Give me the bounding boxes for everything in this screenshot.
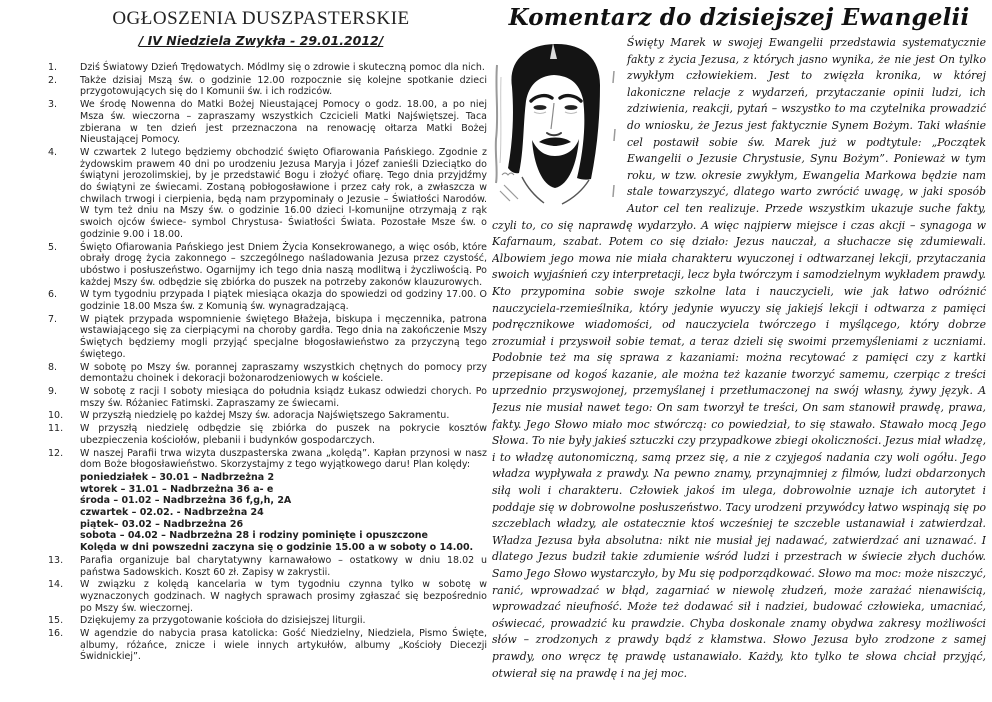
- item-text: W przyszłą niedzielę odbędzie się zbiórka do puszek na pokrycie kosztów ubezpieczenia kościołów, plebanii i budynków gospodarczych.: [80, 423, 487, 446]
- item-text: W związku z kolędą kancelaria w tym tygodniu czynna tylko w sobotę w wyznaczonych godzinach. W nagłych sprawach prosimy zgłaszać się bezpośrednio po Mszy św. wieczornej.: [80, 579, 487, 614]
- schedule-line: Kolęda w dni powszedni zaczyna się o godzinie 15.00 a w soboty o 14.00.: [80, 542, 474, 554]
- item-text: W naszej Parafii trwa wizyta duszpasterska zwana „kolędą”. Kapłan przynosi w nasz dom Boże błogosławieństwo. Skorzystajmy z tego wyjątkowego daru! Plan kolędy:: [80, 447, 487, 471]
- list-item: [35, 555, 487, 578]
- item-text: Dziękujemy za przygotowanie kościoła do dzisiejszej liturgii.: [80, 615, 366, 627]
- schedule-line: sobota – 04.02 – Nadbrzeżna 28 i rodziny pominięte i opuszczone: [80, 530, 428, 542]
- list-item: [35, 423, 487, 446]
- item-number: 8.: [48, 361, 58, 373]
- item-text: W agendzie do nabycia prasa katolicka: Gość Niedzielny, Niedziela, Pismo Święte, albumy, różańce, znicze i wiele innych artykułów, albumy „Kościoły Diecezji Świdnickiej”.: [80, 628, 487, 663]
- list-item: [35, 147, 487, 241]
- schedule-line: piątek– 03.02 – Nadbrzeżna 26: [80, 518, 244, 530]
- item-text: W czwartek 2 lutego będziemy obchodzić święto Ofiarowania Pańskiego. Zgodnie z żydowskim prawem 40 dni po urodzeniu Jezusa Maryja i Józef zanieśli Dzieciątko do świątyni jerozolimskiej, by je przedstawić Bogu i złożyć ofiarę. Tego dnia przyjdźmy do świątyni ze świecami. Zostaną pobłogosławione i przez cały rok, a zwłaszcza w chwilach trwogi i cierpienia, będą nam przypominały o Jezusie – Światłości Narodów. W tym też dniu na Mszy św. o godzinie 16.00 dzieci I-komunijne otrzymają z rąk swoich ojców świece- symbol Chrystusa- Światłości Świata. Pozostałe Msze św. o godzinie 9.00 i 18.00.: [80, 146, 487, 240]
- item-text: Parafia organizuje bal charytatywny karnawałowo – ostatkowy w dniu 18.02 u państwa Sadowskich. Koszt 60 zł. Zapisy w zakrystii.: [80, 554, 487, 578]
- item-number: 4.: [48, 146, 58, 158]
- list-item: [35, 62, 487, 74]
- schedule-line: czwartek – 02.02. - Nadbrzeżna 24: [80, 507, 264, 519]
- item-number: 10.: [48, 410, 64, 422]
- item-text: W piątek przypada wspomnienie świętego Błażeja, biskupa i męczennika, patrona wstawiającego się za cierpiącymi na choroby gardła. Tego dnia na zakończenie Mszy Świętych będziemy mogli przyjąć specjalne błogosławieństwo za przyczyną tego świętego.: [80, 313, 487, 360]
- item-number: 15.: [48, 615, 64, 627]
- announcements-date: / IV Niedziela Zwykła - 29.01.2012/: [138, 33, 384, 48]
- list-item: [35, 75, 487, 98]
- announcements-title: OGŁOSZENIA DUSZPASTERSKIE: [112, 8, 410, 29]
- koleda-schedule: [80, 472, 487, 554]
- list-item: [35, 615, 487, 627]
- item-text: W sobotę z racji I soboty miesiąca do południa ksiądz Łukasz odwiedzi chorych. Po mszy św. Różaniec Fatimski. Zapraszamy ze świecami.: [80, 385, 487, 409]
- list-item: [35, 362, 487, 385]
- commentary-text: Święty Marek w swojej Ewangelii przedstawia systematycznie fakty z życia Jezusa, z których jasno wynika, że nie jest On tylko zwykłym człowiekiem. Jest to zwięzła kronika, w której lakoniczne relacje z wydarzeń, przytaczanie opinii ludzi, ich zdziwienia, reakcji, pytań – wszystko to ma czytelnika prowadzić do wniosku, że Jezus jest faktycznie Synem Bożym. Taki właśnie cel postawił sobie św. Marek już w podtytule: „Początek Ewangelii o Jezusie Chrystusie, Synu Bożym”. Ponieważ w tym roku, w tzw. okresie zwykłym, Ewangelia Markowa będzie nam stale towarzyszyć, dlatego warto zwrócić uwagę, w jaki sposób Autor cel ten realizuje. Przede wszystkim ukazuje suche fakty, czyli to, co się naprawdę wydarzyło. A więc najpierw miejsce i czas akcji – synagoga w Kafarnaum, szabat. Potem co się działo: Jezus nauczał, a słuchacze się zdumiewali. Albowiem jego mowa nie miała charakteru wyuczonej i odtwarzanej lekcji, przytaczania swoich wyjaśnień czy interpretacji, lecz była twórczym i samodzielnym wykładem prawdy. Kto przypomina sobie swoje szkolne lata i nauczycieli, wie jak łatwo odróżnić nauczyciela-rzemieślnika, który jedynie wyuczy się jakiejś lekcji i odtwarza z pamięci podręcznikowe wiadomości, od nauczyciela twórczego i myślącego, który dobrze zrozumiał i przyswoił sobie temat, a teraz dzieli się swoimi przemyśleniami z uczniami. Podobnie też ma się sprawa z kazaniami: można recytować z pamięci czy z kartki przepisane od kogoś kazanie, ale można też kazanie tworzyć samemu, czerpiąc z treści uprzednio przyswojonej, przemyślanej i przetłumaczonej na swój własny, żywy język. A Jezus nie musiał nawet tego: On sam tworzył te treści, On sam stanowił prawdę, prawa, fakty. Jego Słowo miało moc stwórczą: co powiedział, to się stawało. Stawało mocą Jego Słowa. To nie były jakieś sztuczki czy przypadkowe zbiegi okoliczności. Jezus miał władzę, i to władzę autonomiczną, samą przez się, a nie z czyjegoś nadania czy woli ogółu. Jego władza wypływała z prawdy. Na pewno znamy, przynajmniej z filmów, ludzi obdarzonych siłą woli i charakteru. Człowiek jakoś im ulega, dobrowolnie uznaje ich autorytet i poddaje się w dobrowolne posłuszeństwo. Tacy urodzeni przywódcy łatwo wspinają się po szczeblach władzy, ale ostatecznie ktoś wcześniej te szczeble ustanawiał i zatwierdzał. Władza Jezusa była absolutna: nikt nie musiał jej nadawać, zatwierdzać ani uznawać. I dlatego Jezus budził takie zdumienie wśród ludzi i przestrach w świecie złych duchów. Samo Jego Słowo wystarczyło, by Mu się podporządkować. Słowo ma moc: może niszczyć, ranić, wprowadzać w błąd, zagarniać w niewolę złudzeń, może zarażać nienawiścią, wprowadzać nieufność. Może też dodawać sił i nadziei, budować człowieka, umacniać, oświecać, prowadzić ku prawdzie. Chyba doskonale znamy obydwa zakresy możliwości słów – zrodzonych z prawdy bądź z kłamstwa. Słowo Jezusa było zrodzone z samej prawdy, ono wręcz tę prawdę ustanawiało. Każdy, kto tylko te słowa chciał przyjąć, otwierał się na prawdę i na jej moc.: [492, 36, 986, 680]
- item-number: 12.: [48, 447, 64, 459]
- announcements-subtitle: [35, 33, 487, 48]
- item-number: 1.: [48, 62, 58, 73]
- item-number: 2.: [48, 74, 58, 86]
- item-number: 5.: [48, 241, 58, 253]
- announcements-column: [35, 8, 487, 664]
- item-number: 16.: [48, 628, 64, 640]
- item-number: 6.: [48, 289, 58, 301]
- commentary-column: [492, 4, 986, 700]
- item-number: 11.: [48, 423, 64, 435]
- commentary-title: Komentarz do dzisiejszej Ewangelii: [508, 4, 970, 31]
- schedule-line: środa – 01.02 – Nadbrzeżna 36 f,g,h, 2A: [80, 495, 292, 507]
- list-item: [35, 579, 487, 614]
- schedule-line: wtorek – 31.01 – Nadbrzeżna 36 a- e: [80, 483, 274, 495]
- item-number: 3.: [48, 99, 58, 111]
- list-item: [35, 314, 487, 361]
- item-number: 9.: [48, 385, 58, 397]
- item-number: 7.: [48, 313, 58, 325]
- item-text: Dziś Światowy Dzień Trędowatych. Módlmy się o zdrowie i skuteczną pomoc dla nich.: [80, 62, 485, 73]
- jesus-sketch-image: [492, 37, 619, 205]
- item-text: W przyszłą niedzielę po każdej Mszy św. adoracja Najświętszego Sakramentu.: [80, 410, 450, 422]
- announcements-list: [35, 62, 487, 663]
- list-item: [35, 242, 487, 289]
- item-text: W tym tygodniu przypada I piątek miesiąca okazja do spowiedzi od godziny 17.00. O godzinie 18.00 Msza św. z Komunią św. wynagradzającą.: [80, 289, 487, 313]
- list-item: [35, 99, 487, 146]
- list-item: [35, 628, 487, 663]
- list-item: [35, 386, 487, 409]
- item-number: 14.: [48, 579, 64, 591]
- item-text: W sobotę po Mszy św. porannej zapraszamy wszystkich chętnych do pomocy przy demontażu choinek i dekoracji bożonarodzeniowych w kościele.: [80, 361, 487, 385]
- item-text: We środę Nowenna do Matki Bożej Nieustającej Pomocy o godz. 18.00, a po niej Msza św. wieczorna – zapraszamy wszystkich Czcicieli Matki Najświętszej. Taca zbierana w ten dzień jest przeznaczona na renowację ołtarza Matki Bożej Nieustającej Pomocy.: [80, 99, 487, 146]
- item-text: Święto Ofiarowania Pańskiego jest Dniem Życia Konsekrowanego, a więc osób, które obrały drogę życia zakonnego – szczególnego naśladowania Jezusa przez czystość, ubóstwo i posłuszeństwo. Ogarnijmy ich tego dnia naszą modlitwą i życzliwością. Po każdej Mszy św. odbędzie się zbiórka do puszek na potrzeby zakonów klauzurowych.: [80, 241, 487, 288]
- item-number: 13.: [48, 554, 64, 566]
- list-item: [35, 410, 487, 422]
- item-text: Także dzisiaj Mszą św. o godzinie 12.00 rozpocznie się kolejne spotkanie dzieci przygotowujących się do I Komunii św. i ich rodziców.: [80, 74, 487, 98]
- schedule-line: poniedziałek – 30.01 – Nadbrzeżna 2: [80, 471, 275, 483]
- list-item: [35, 289, 487, 312]
- list-item-koleda: [35, 448, 487, 554]
- commentary-body: [492, 35, 986, 682]
